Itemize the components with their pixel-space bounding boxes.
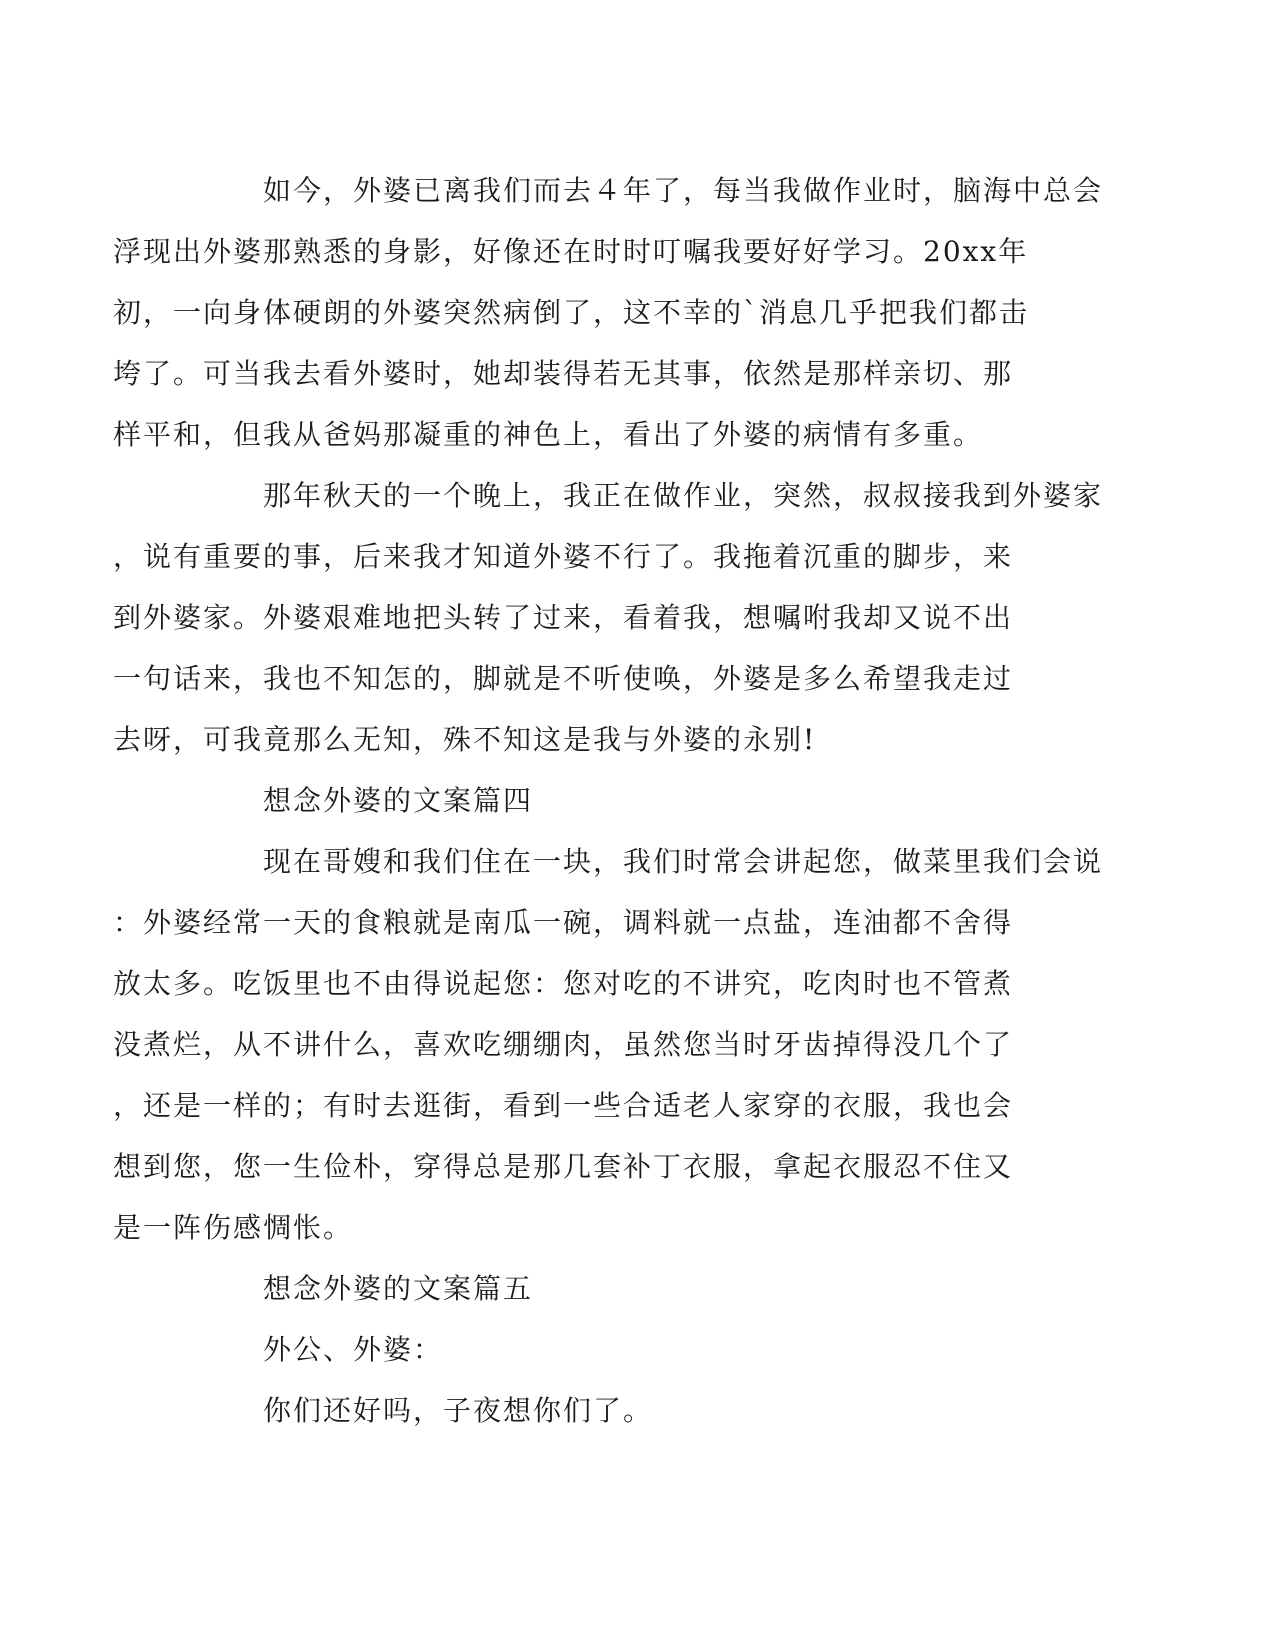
text-line: 如今，外婆已离我们而去４年了，每当我做作业时，脑海中总会 xyxy=(263,174,1104,207)
text-line: 放太多。吃饭里也不由得说起您：您对吃的不讲究，吃肉时也不管煮 xyxy=(113,967,1014,1000)
heading-text: 想念外婆的文案篇五 xyxy=(263,1272,534,1305)
text-line: 样平和，但我从爸妈那凝重的神色上，看出了外婆的病情有多重。 xyxy=(113,418,984,451)
section-heading-5 xyxy=(188,1258,1068,1319)
text-line: ，还是一样的；有时去逛街，看到一些合适老人家穿的衣服，我也会 xyxy=(113,1089,1014,1122)
text-line: 想到您，您一生俭朴，穿得总是那几套补丁衣服，拿起衣服忍不住又 xyxy=(113,1150,1014,1183)
paragraph-3 xyxy=(113,831,1104,1258)
salutation xyxy=(188,1319,1068,1380)
text-line: 你们还好吗，子夜想你们了。 xyxy=(263,1394,654,1427)
text-line: 一句话来，我也不知怎的，脚就是不听使唤，外婆是多么希望我走过 xyxy=(113,662,1014,695)
text-line: 没煮烂，从不讲什么，喜欢吃绷绷肉，虽然您当时牙齿掉得没几个了 xyxy=(113,1028,1014,1061)
heading-text: 想念外婆的文案篇四 xyxy=(263,784,534,817)
section-heading-4 xyxy=(188,770,1068,831)
paragraph-2 xyxy=(113,465,1104,770)
text-line: ：外婆经常一天的食粮就是南瓜一碗，调料就一点盐，连油都不舍得 xyxy=(113,906,1014,939)
text-line: 到外婆家。外婆艰难地把头转了过来，看着我，想嘱咐我却又说不出 xyxy=(113,601,1014,634)
text-line: 垮了。可当我去看外婆时，她却装得若无其事，依然是那样亲切、那 xyxy=(113,357,1014,390)
text-line: 去呀，可我竟那么无知，殊不知这是我与外婆的永别! xyxy=(113,723,817,756)
text-line: 是一阵伤感惆怅。 xyxy=(113,1211,354,1244)
document-body xyxy=(113,160,1104,1441)
text-line: 外公、外婆： xyxy=(263,1333,444,1366)
text-line: 现在哥嫂和我们住在一块，我们时常会讲起您，做菜里我们会说 xyxy=(263,845,1104,878)
paragraph-4 xyxy=(188,1380,1068,1441)
text-line: ，说有重要的事，后来我才知道外婆不行了。我拖着沉重的脚步，来 xyxy=(113,540,1014,573)
paragraph-1 xyxy=(113,160,1104,465)
text-line: 那年秋天的一个晚上，我正在做作业，突然，叔叔接我到外婆家 xyxy=(263,479,1104,512)
text-line: 初，一向身体硬朗的外婆突然病倒了，这不幸的`消息几乎把我们都击 xyxy=(113,296,1030,329)
text-line: 浮现出外婆那熟悉的身影，好像还在时时叮嘱我要好好学习。20xx年 xyxy=(113,235,1029,268)
